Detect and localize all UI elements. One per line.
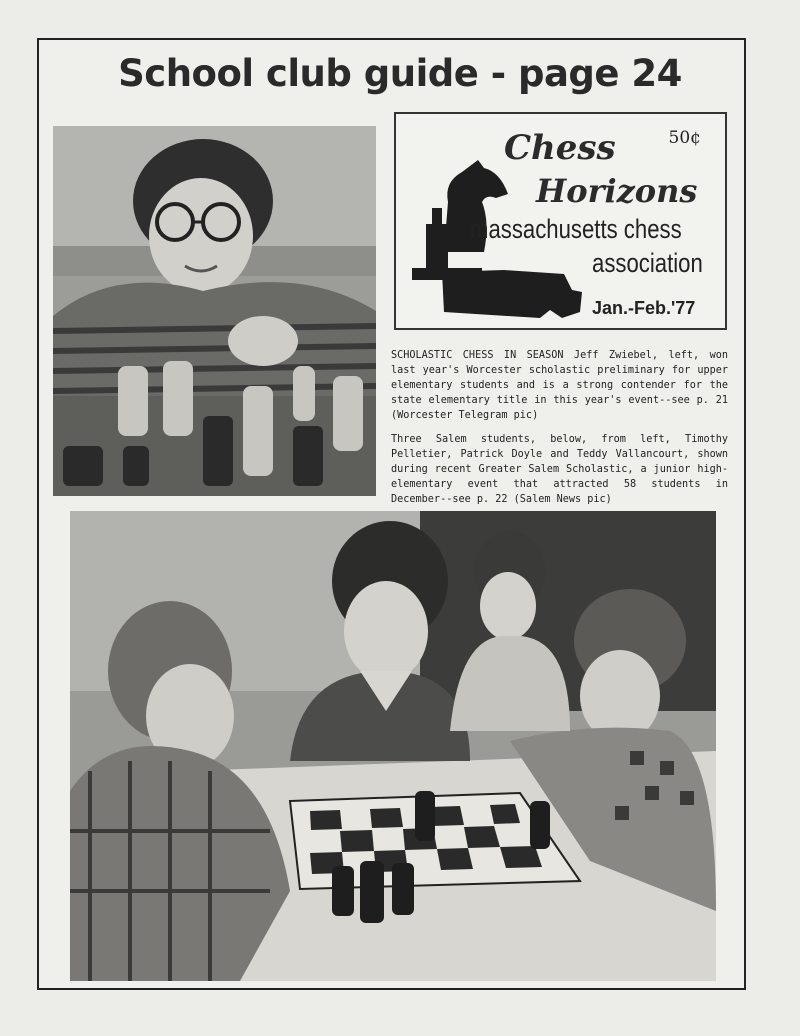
organization-name-line2: association — [592, 248, 703, 278]
organization-name-line1: massachusetts chess — [470, 214, 682, 244]
magazine-masthead — [394, 112, 727, 330]
magazine-title-chess: Chess — [504, 128, 616, 168]
photo-salem-students-playing-chess — [70, 511, 716, 981]
headline: School club guide - page 24 — [118, 52, 682, 95]
caption-bottom-photo: Three Salem students, below, from left, Timothy Pelletier, Patrick Doyle and Teddy Vallancourt, shown during recent Greater Salem Scholastic, a junior high-elementary event that attracted 58 students in December--see p. 22 (Salem News pic) — [391, 434, 728, 505]
issue-date: Jan.-Feb.'77 — [592, 298, 696, 318]
caption-top-photo: SCHOLASTIC CHESS IN SEASON Jeff Zwiebel, left, won last year's Worcester scholastic preliminary for upper elementary students and is a strong contender for the state elementary title in this year's event--see p. 21 (Worcester Telegram pic) — [391, 350, 728, 421]
photo-boy-with-chess-set — [53, 126, 376, 496]
cover-price: 50¢ — [668, 128, 701, 148]
magazine-title-horizons: Horizons — [536, 172, 698, 210]
